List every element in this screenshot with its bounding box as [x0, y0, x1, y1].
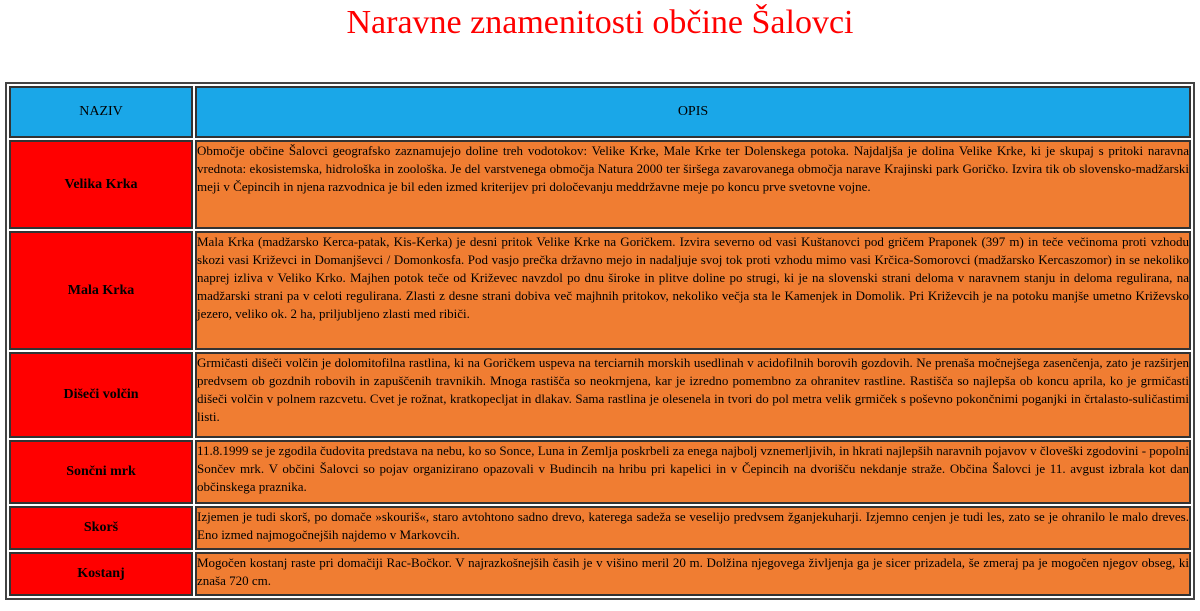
- table-header-row: [9, 86, 1191, 138]
- table-row: [9, 506, 1191, 550]
- row-description: 11.8.1999 se je zgodila čudovita predstava na nebu, ko so Sonce, Luna in Zemlja poskrbeli za enega najbolj vznemerljivih, in hkrati najlepših naravnih pojavov v človeški zgodovini - popolni Sončev mrk. V občini Šalovci so pojav organizirano opazovali v Budincih na hribu pri kapelici in v Čepincih na dvorišču nekdanje straže. Občina Šalovci je 11. avgust izbrala kot dan občinskega praznika.: [195, 440, 1191, 504]
- table-row: [9, 231, 1191, 350]
- landmarks-table: [5, 82, 1195, 600]
- table-row: [9, 552, 1191, 596]
- header-description: OPIS: [195, 86, 1191, 138]
- row-name: Kostanj: [9, 552, 193, 596]
- table-row: [9, 440, 1191, 504]
- row-description: Mala Krka (madžarsko Kerca-patak, Kis-Kerka) je desni pritok Velike Krke na Goričkem. Izvira severno od vasi Kuštanovci pod gričem Praponek (397 m) in teče večinoma proti vzhodu skozi vasi Križevci in Domanjševci / Domonkosfa. Pod vasjo prečka državno mejo in nadaljuje svoj tok proti vzhodu mimo vasi Krčica-Somorovci (madžarsko Kercaszomor) in se nekoliko naprej izliva v Veliko Krko. Majhen potok teče od Križevec navzdol po dnu široke in plitve doline po strugi, ki je na slovenski strani deloma v naravnem stanju in deloma regulirana, na madžarski strani pa v celoti regulirana. Zlasti z desne strani dobiva več majhnih pritokov, nekoliko večja sta le Kamenjek in Domolik. Pri Križevcih je na potoku manjše umetno Križevsko jezero, veliko ok. 2 ha, priljubljeno zlasti med ribiči.: [195, 231, 1191, 350]
- row-name: Sončni mrk: [9, 440, 193, 504]
- row-name: Mala Krka: [9, 231, 193, 350]
- row-name: Dišeči volčin: [9, 352, 193, 438]
- header-name: NAZIV: [9, 86, 193, 138]
- row-name: Velika Krka: [9, 140, 193, 229]
- row-description: Izjemen je tudi skorš, po domače »skouriš«, staro avtohtono sadno drevo, katerega sadeža se veselijo predvsem žganjekuharji. Izjemno cenjen je tudi les, zato se je ohranilo le malo dreves. Eno izmed najmogočnejših najdemo v Markovcih.: [195, 506, 1191, 550]
- table-row: [9, 140, 1191, 229]
- page-title: Naravne znamenitosti občine Šalovci: [346, 4, 854, 41]
- row-description: Območje občine Šalovci geografsko zaznamujejo doline treh vodotokov: Velike Krke, Male Krke ter Dolenskega potoka. Najdaljša je dolina Velike Krke, ki je skupaj s pritoki naravna vrednota: ekosistemska, hidrološka in zoološka. Je del varstvenega območja Natura 2000 ter širšega zavarovanega območja narave Krajinski park Goričko. Izvira tik ob slovensko-madžarski meji v Čepincih in njena razvodnica je bil eden izmed kriterijev pri določevanju meddržavne meje po koncu prve svetovne vojne.: [195, 140, 1191, 229]
- row-description: Mogočen kostanj raste pri domačiji Rac-Bočkor. V najrazkošnejših časih je v višino meril 20 m. Dolžina njegovega življenja ga je sicer prizadela, še zmeraj pa je mogočen njegov obseg, ki znaša 720 cm.: [195, 552, 1191, 596]
- table-row: [9, 352, 1191, 438]
- row-name: Skorš: [9, 506, 193, 550]
- row-description: Grmičasti dišeči volčin je dolomitofilna rastlina, ki na Goričkem uspeva na terciarnih morskih usedlinah v acidofilnih borovih gozdovih. Ne prenaša močnejšega zasenčenja, zato je razširjen predvsem ob gozdnih robovih in zapuščenih travnikih. Mnoga rastišča so neokrnjena, kar je izredno pomembno za ohranitev rastline. Rastišča so najlepša ob koncu aprila, ko je grmičasti dišeči volčin v polnem razcvetu. Cvet je rožnat, kratkopecljat in dlakav. Sama rastlina je olesenela in tvori do pol metra velik grmiček s poševno pokončnimi poganjki in črtalasto-suličastimi listi.: [195, 352, 1191, 438]
- landmarks-table-wrapper: [5, 82, 1195, 600]
